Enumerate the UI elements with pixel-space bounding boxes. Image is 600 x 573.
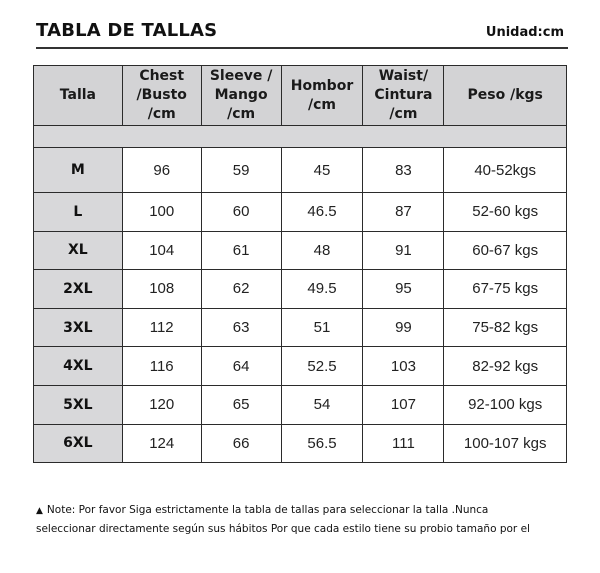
sleeve-cell: 66 [201, 424, 281, 463]
shoulder-cell: 46.5 [281, 193, 363, 232]
table-row [34, 385, 567, 424]
weight-cell: 92-100 kgs [444, 385, 567, 424]
header-chest [122, 66, 201, 126]
header-line: /cm [147, 106, 176, 122]
sleeve-cell: 64 [201, 347, 281, 386]
chest-cell: 120 [122, 385, 201, 424]
header-line: Cintura [374, 87, 433, 103]
table-row [34, 148, 567, 193]
header-line: Mango [214, 87, 268, 103]
sleeve-cell: 63 [201, 308, 281, 347]
chest-cell: 116 [122, 347, 201, 386]
header-line: Sleeve / [209, 68, 273, 84]
header-sleeve [201, 66, 281, 126]
chest-cell: 96 [122, 148, 201, 193]
size-cell: 5XL [34, 385, 123, 424]
waist-cell: 99 [363, 308, 444, 347]
shoulder-cell: 51 [281, 308, 363, 347]
sleeve-cell: 60 [201, 193, 281, 232]
shoulder-cell: 48 [281, 231, 363, 270]
header-line: /cm [307, 96, 336, 113]
table-row [34, 270, 567, 309]
header-line: /cm [389, 106, 418, 122]
table-row [34, 424, 567, 463]
chest-cell: 108 [122, 270, 201, 309]
header-line: /cm [227, 106, 256, 122]
spacer-row [34, 126, 567, 148]
title-divider [36, 47, 568, 49]
size-cell: 6XL [34, 424, 123, 463]
shoulder-cell: 54 [281, 385, 363, 424]
weight-cell: 82-92 kgs [444, 347, 567, 386]
waist-cell: 107 [363, 385, 444, 424]
header-peso [444, 66, 567, 126]
waist-cell: 83 [363, 148, 444, 193]
weight-cell: 75-82 kgs [444, 308, 567, 347]
unit-label: Unidad:cm [485, 25, 564, 40]
size-cell: XL [34, 231, 123, 270]
size-cell: 4XL [34, 347, 123, 386]
header-line: Hombor [290, 77, 354, 94]
note-line-2: seleccionar directamente según sus hábitos Por que cada estilo tiene su probio tamaño por el [36, 523, 530, 535]
spacer-cell [34, 126, 567, 148]
size-cell: 2XL [34, 270, 123, 309]
note-line-1: Note: Por favor Siga estrictamente la tabla de tallas para seleccionar la talla .Nunca [46, 504, 489, 516]
shoulder-cell: 45 [281, 148, 363, 193]
size-table [33, 65, 567, 463]
weight-cell: 100-107 kgs [444, 424, 567, 463]
waist-cell: 103 [363, 347, 444, 386]
table-row [34, 193, 567, 232]
size-cell: L [34, 193, 123, 232]
warning-triangle-icon: ▲ [36, 506, 43, 516]
header-row [34, 66, 567, 126]
chest-cell: 100 [122, 193, 201, 232]
table-row [34, 231, 567, 270]
waist-cell: 91 [363, 231, 444, 270]
chest-cell: 104 [122, 231, 201, 270]
table-row [34, 347, 567, 386]
sleeve-cell: 62 [201, 270, 281, 309]
weight-cell: 60-67 kgs [444, 231, 567, 270]
header-line: /Busto [136, 87, 187, 103]
header-line: Peso /kgs [467, 87, 543, 103]
header-talla [34, 66, 123, 126]
chest-cell: 124 [122, 424, 201, 463]
weight-cell: 67-75 kgs [444, 270, 567, 309]
size-cell: M [34, 148, 123, 193]
sleeve-cell: 61 [201, 231, 281, 270]
chest-cell: 112 [122, 308, 201, 347]
size-cell: 3XL [34, 308, 123, 347]
header-waist [363, 66, 444, 126]
weight-cell: 52-60 kgs [444, 193, 567, 232]
shoulder-cell: 56.5 [281, 424, 363, 463]
header-hombor [281, 66, 363, 126]
header-line: Waist/ [378, 68, 429, 84]
waist-cell: 95 [363, 270, 444, 309]
sleeve-cell: 59 [201, 148, 281, 193]
shoulder-cell: 49.5 [281, 270, 363, 309]
size-note [36, 501, 576, 538]
sleeve-cell: 65 [201, 385, 281, 424]
waist-cell: 111 [363, 424, 444, 463]
shoulder-cell: 52.5 [281, 347, 363, 386]
page-title: TABLA DE TALLAS [36, 20, 218, 41]
table-row [34, 308, 567, 347]
header-line: Chest [139, 68, 185, 84]
weight-cell: 40-52kgs [444, 148, 567, 193]
header-line: Talla [59, 87, 96, 103]
waist-cell: 87 [363, 193, 444, 232]
